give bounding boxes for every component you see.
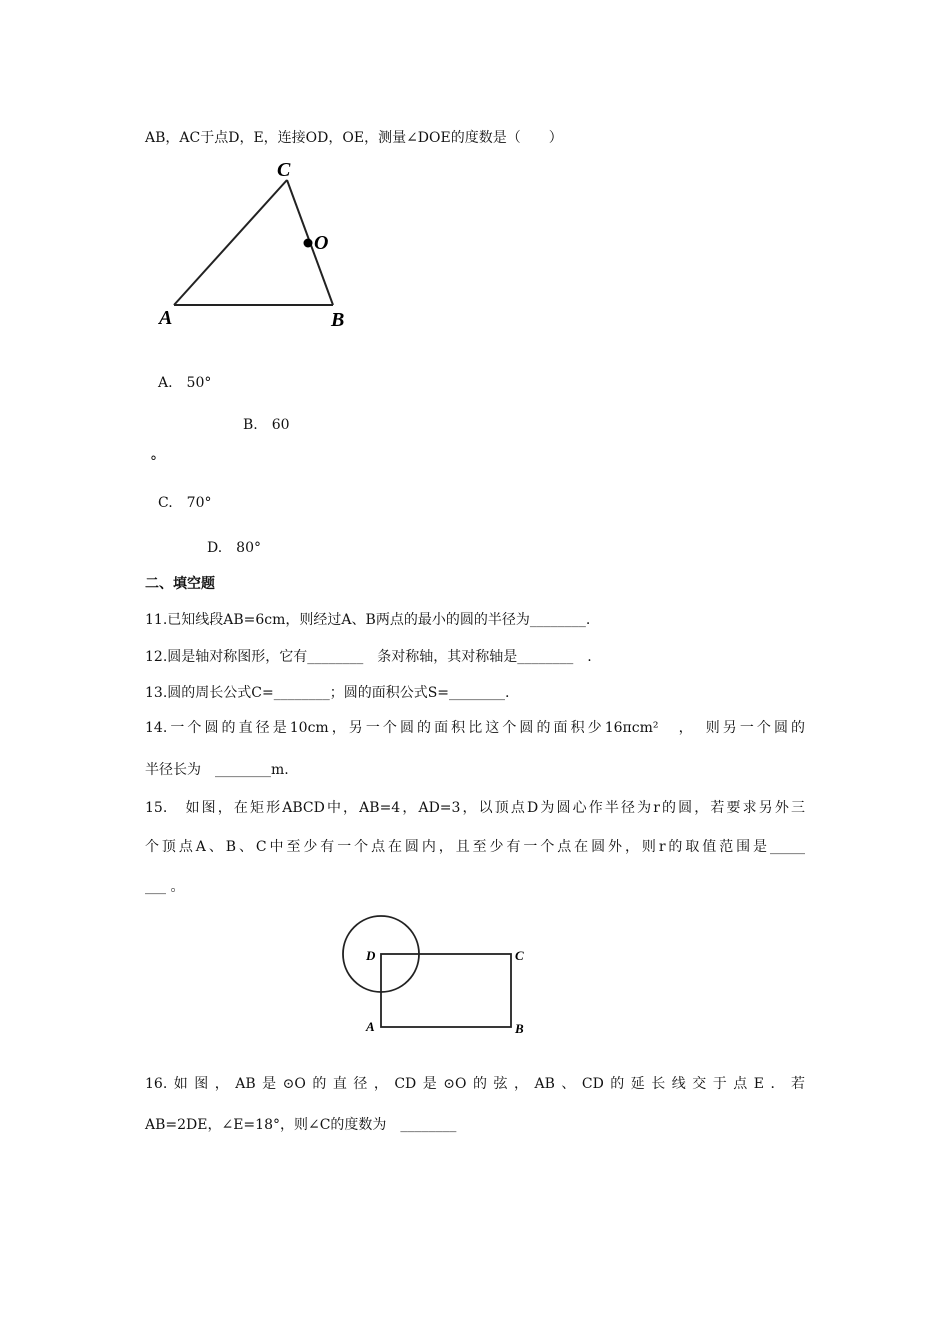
label-b: B [515,1021,524,1036]
question-15-line2: 个顶点A、B、C中至少有一个点在圆内，且至少有一个点在圆外，则r的取值范围是_____ [145,839,805,855]
section-title: 二、填空题 [145,576,215,592]
question-15-line1: 15. 如图，在矩形ABCD中，AB=4，AD=3，以顶点D为圆心作半径为r的圆，若要求另外三 [145,800,805,816]
option-c: C. 70° [158,495,212,511]
question-14-line2: 半径长为 ________m. [145,762,289,778]
q10-stem-tail: AB，AC于点D，E，连接OD，OE，测量∠DOE的度数是（ ） [145,130,563,146]
question-13: 13.圆的周长公式C=________；圆的面积公式S=________. [145,685,510,701]
question-16-line2: AB=2DE，∠E=18°，则∠C的度数为 ________ [145,1117,457,1133]
rectangle-circle-figure [330,910,540,1040]
question-14-line1: 14.一个圆的直径是10cm，另一个圆的面积比这个圆的面积少16πcm² ， 则另一个圆的 [145,720,805,736]
question-16-line1: 16.如图，AB是⊙O的直径，CD是⊙O的弦，AB、CD的延长线交于点E．若 [145,1076,805,1092]
question-11: 11.已知线段AB=6cm，则经过A、B两点的最小的圆的半径为________. [145,612,591,628]
label-o: O [314,232,329,254]
question-15-line3: ___ 。 [145,879,185,895]
label-a: A [366,1019,375,1034]
point-o-dot [304,239,313,248]
triangle-figure [150,152,360,337]
label-c: C [277,159,291,181]
option-d: D. 80° [207,540,261,556]
option-b: B. 60 [243,417,290,433]
option-a: A. 50° [158,375,212,391]
question-12: 12.圆是轴对称图形，它有________ 条对称轴，其对称轴是________ . [145,649,592,665]
label-c: C [515,948,524,963]
label-d: D [366,948,376,963]
label-b: B [331,309,345,331]
option-b-tail: ° [150,454,157,470]
label-a: A [159,307,173,329]
